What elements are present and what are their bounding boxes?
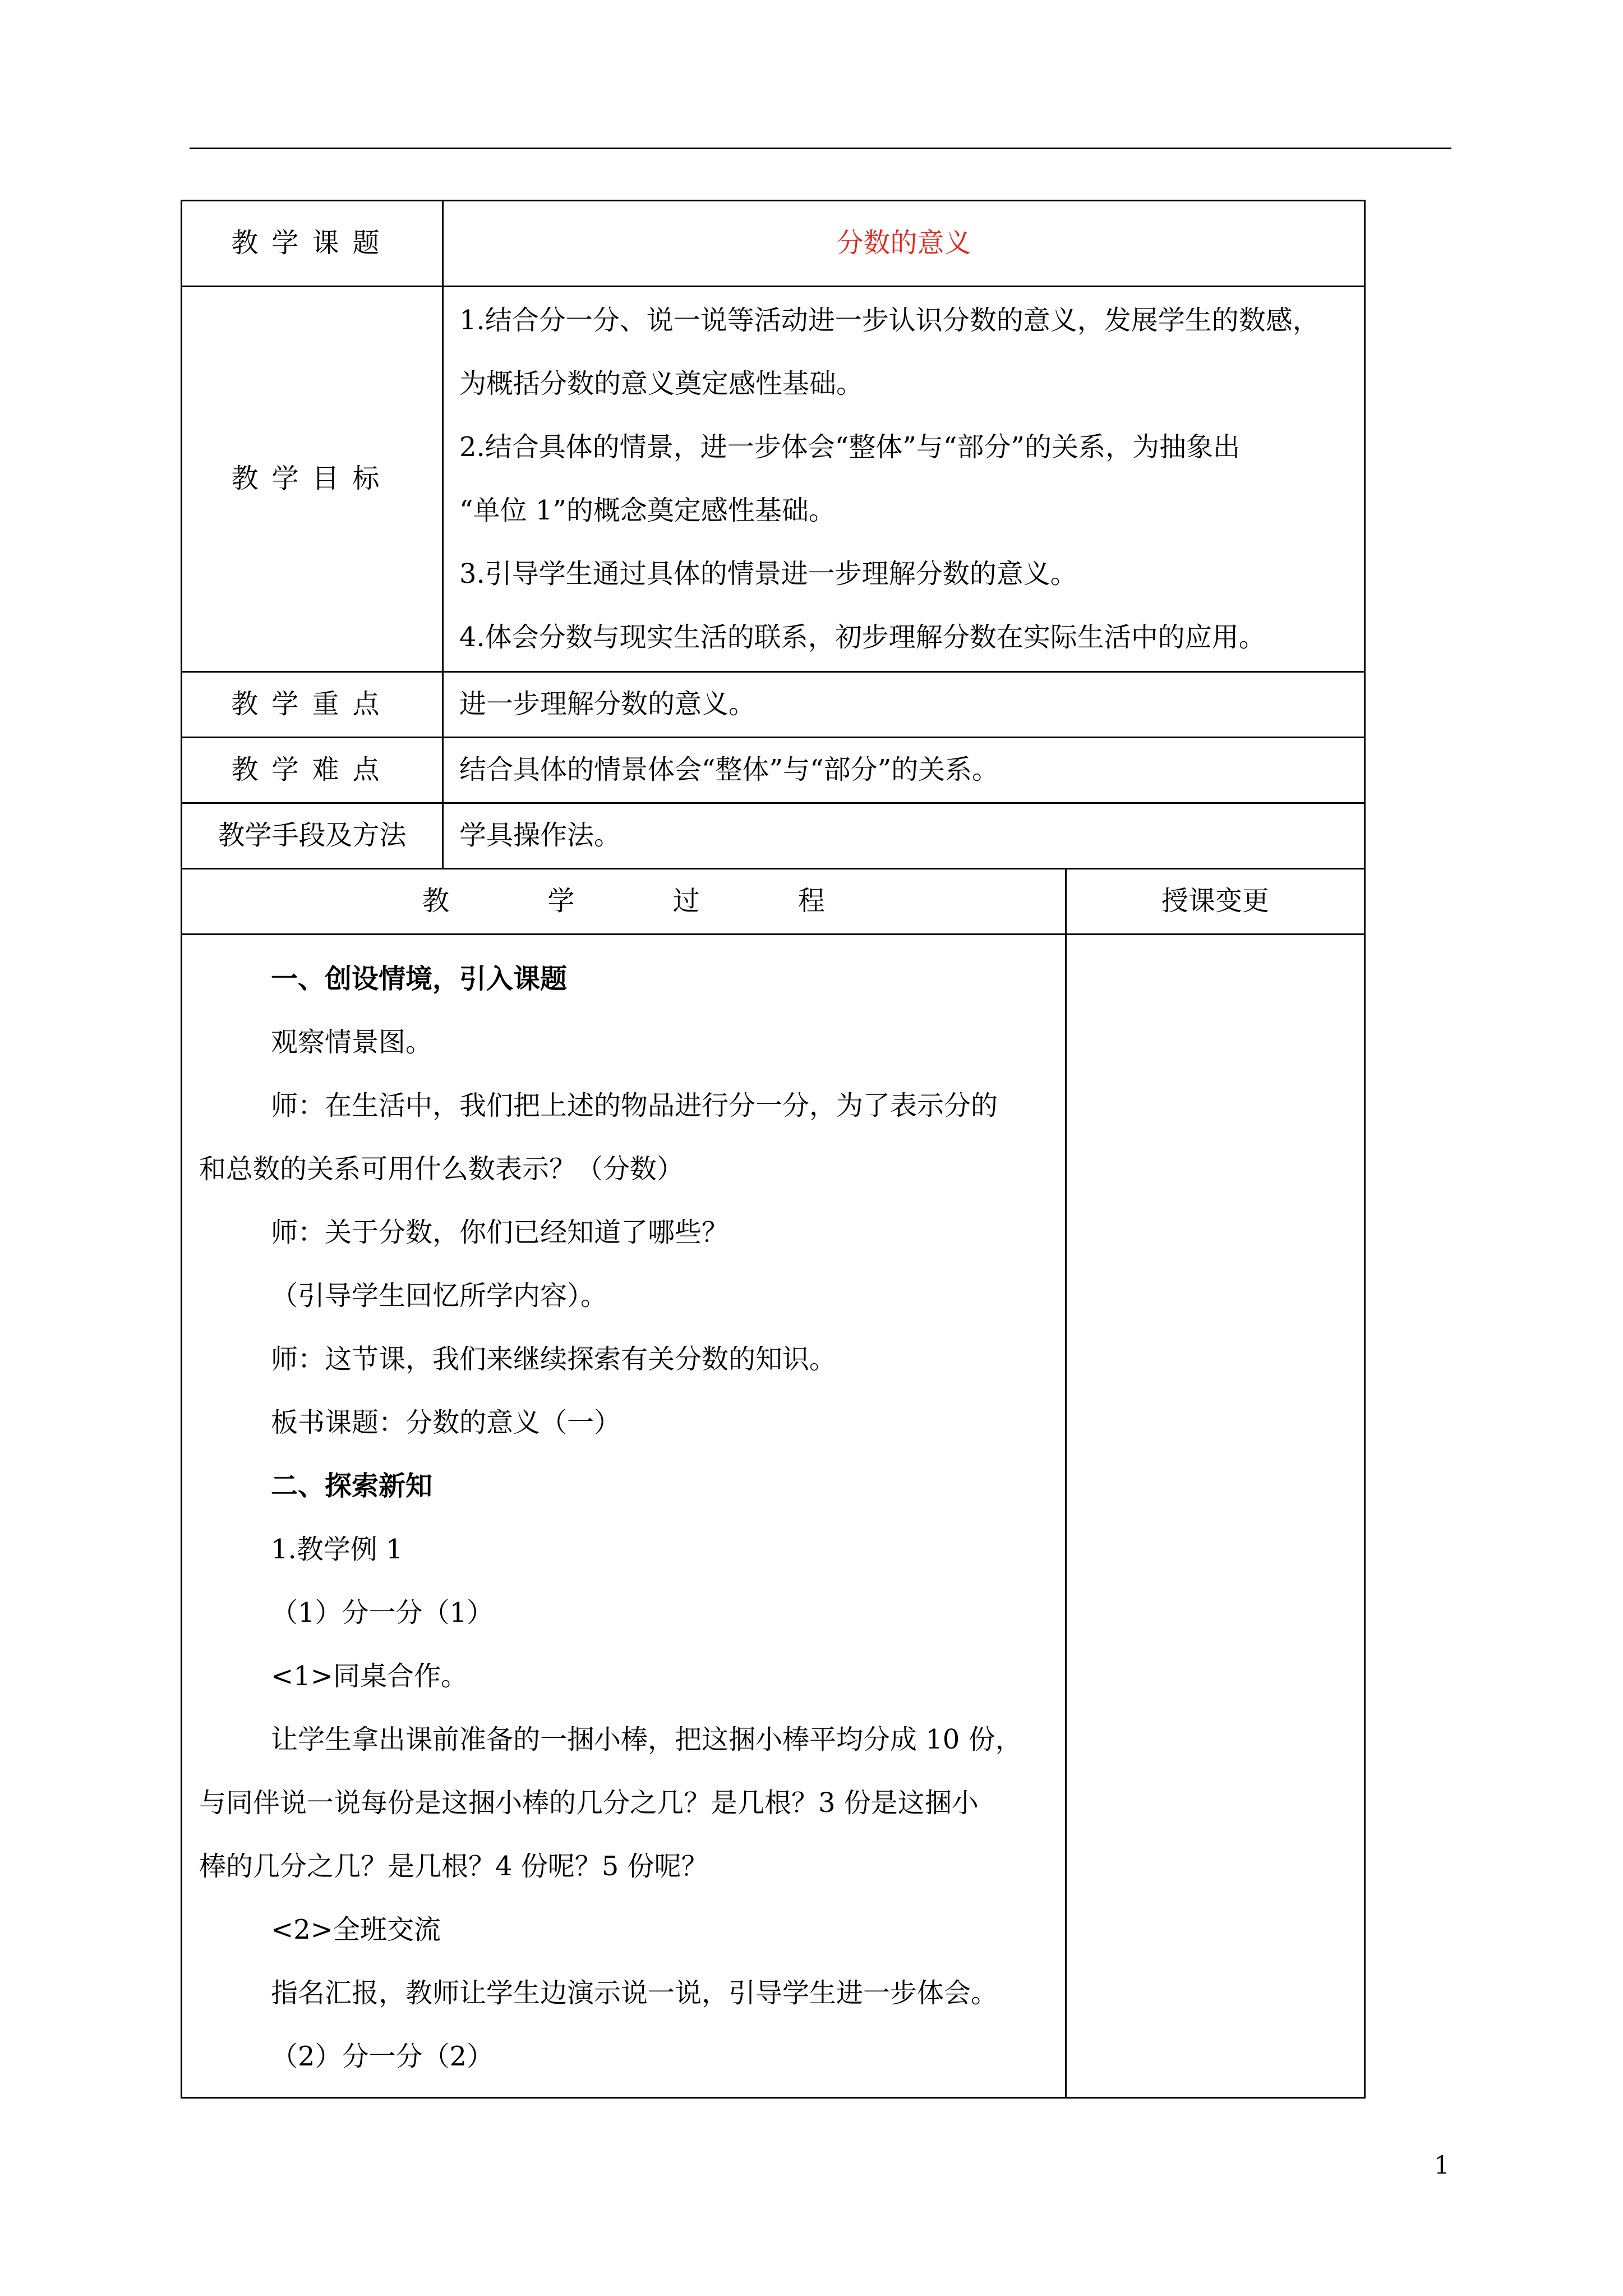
process-line: 指名汇报，教师让学生边演示说一说，引导学生进一步体会。 <box>271 1977 998 2009</box>
goal-line: 为概括分数的意义奠定感性基础。 <box>459 368 864 399</box>
header-rule <box>190 148 1451 149</box>
process-header-char: 过 <box>672 885 700 917</box>
difficulty-text: 结合具体的情景体会“整体”与“部分”的关系。 <box>443 738 1365 803</box>
goal-line: 4.体会分数与现实生活的联系，初步理解分数在实际生活中的应用。 <box>459 622 1266 653</box>
goals-cell <box>443 287 1365 672</box>
process-line: 师：在生活中，我们把上述的物品进行分一分，为了表示分的 <box>271 1090 998 1121</box>
process-header-char: 学 <box>547 885 575 917</box>
lesson-plan-table <box>181 200 1366 2099</box>
topic-row <box>182 201 1365 287</box>
process-line: （2）分一分（2） <box>271 2041 494 2072</box>
goals-label: 教学目标 <box>182 287 443 672</box>
goal-line: “单位 1”的概念奠定感性基础。 <box>459 495 836 526</box>
process-line: 二、探索新知 <box>271 1470 433 1502</box>
process-line: <2>全班交流 <box>271 1914 441 1945</box>
difficulty-row <box>182 738 1365 803</box>
process-body-row <box>182 935 1365 2098</box>
goal-line: 3.引导学生通过具体的情景进一步理解分数的意义。 <box>459 558 1077 590</box>
topic-title: 分数的意义 <box>443 201 1365 287</box>
process-line: 1.教学例 1 <box>271 1534 403 1565</box>
changes-header: 授课变更 <box>1066 869 1365 935</box>
process-header-row <box>182 869 1365 935</box>
process-line: 板书课题：分数的意义（一） <box>271 1407 621 1438</box>
key-text: 进一步理解分数的意义。 <box>443 672 1365 738</box>
process-line: <1>同桌合作。 <box>271 1660 468 1692</box>
goals-row <box>182 287 1365 672</box>
methods-label: 教学手段及方法 <box>182 803 443 869</box>
process-line: 与同伴说一说每份是这捆小棒的几分之几？是几根？3 份是这捆小 <box>199 1787 979 1819</box>
process-line: （引导学生回忆所学内容）。 <box>271 1280 608 1312</box>
process-line: 师：这节课，我们来继续探索有关分数的知识。 <box>271 1343 837 1375</box>
process-line: 和总数的关系可用什么数表示？（分数） <box>199 1153 684 1185</box>
key-row <box>182 672 1365 738</box>
process-header-char: 教 <box>422 885 450 917</box>
process-header <box>182 869 1066 935</box>
changes-cell <box>1066 935 1365 2098</box>
process-line: 让学生拿出课前准备的一捆小棒，把这捆小棒平均分成 10 份， <box>271 1724 1022 1755</box>
goal-line: 2.结合具体的情景，进一步体会“整体”与“部分”的关系，为抽象出 <box>459 431 1240 463</box>
methods-text: 学具操作法。 <box>443 803 1365 869</box>
topic-label: 教学课题 <box>182 201 443 287</box>
goal-line: 1.结合分一分、说一说等活动进一步认识分数的意义，发展学生的数感， <box>459 305 1320 336</box>
key-label: 教学重点 <box>182 672 443 738</box>
process-line: 师：关于分数，你们已经知道了哪些？ <box>271 1217 729 1248</box>
process-header-char: 程 <box>797 885 825 917</box>
process-line: 观察情景图。 <box>271 1027 433 1058</box>
process-line: 棒的几分之几？是几根？4 份呢？5 份呢？ <box>199 1851 708 1882</box>
page-number: 1 <box>1434 2151 1450 2180</box>
process-body <box>182 935 1066 2098</box>
difficulty-label: 教学难点 <box>182 738 443 803</box>
process-line: （1）分一分（1） <box>271 1597 494 1628</box>
methods-row <box>182 803 1365 869</box>
process-line: 一、创设情境，引入课题 <box>271 963 568 995</box>
